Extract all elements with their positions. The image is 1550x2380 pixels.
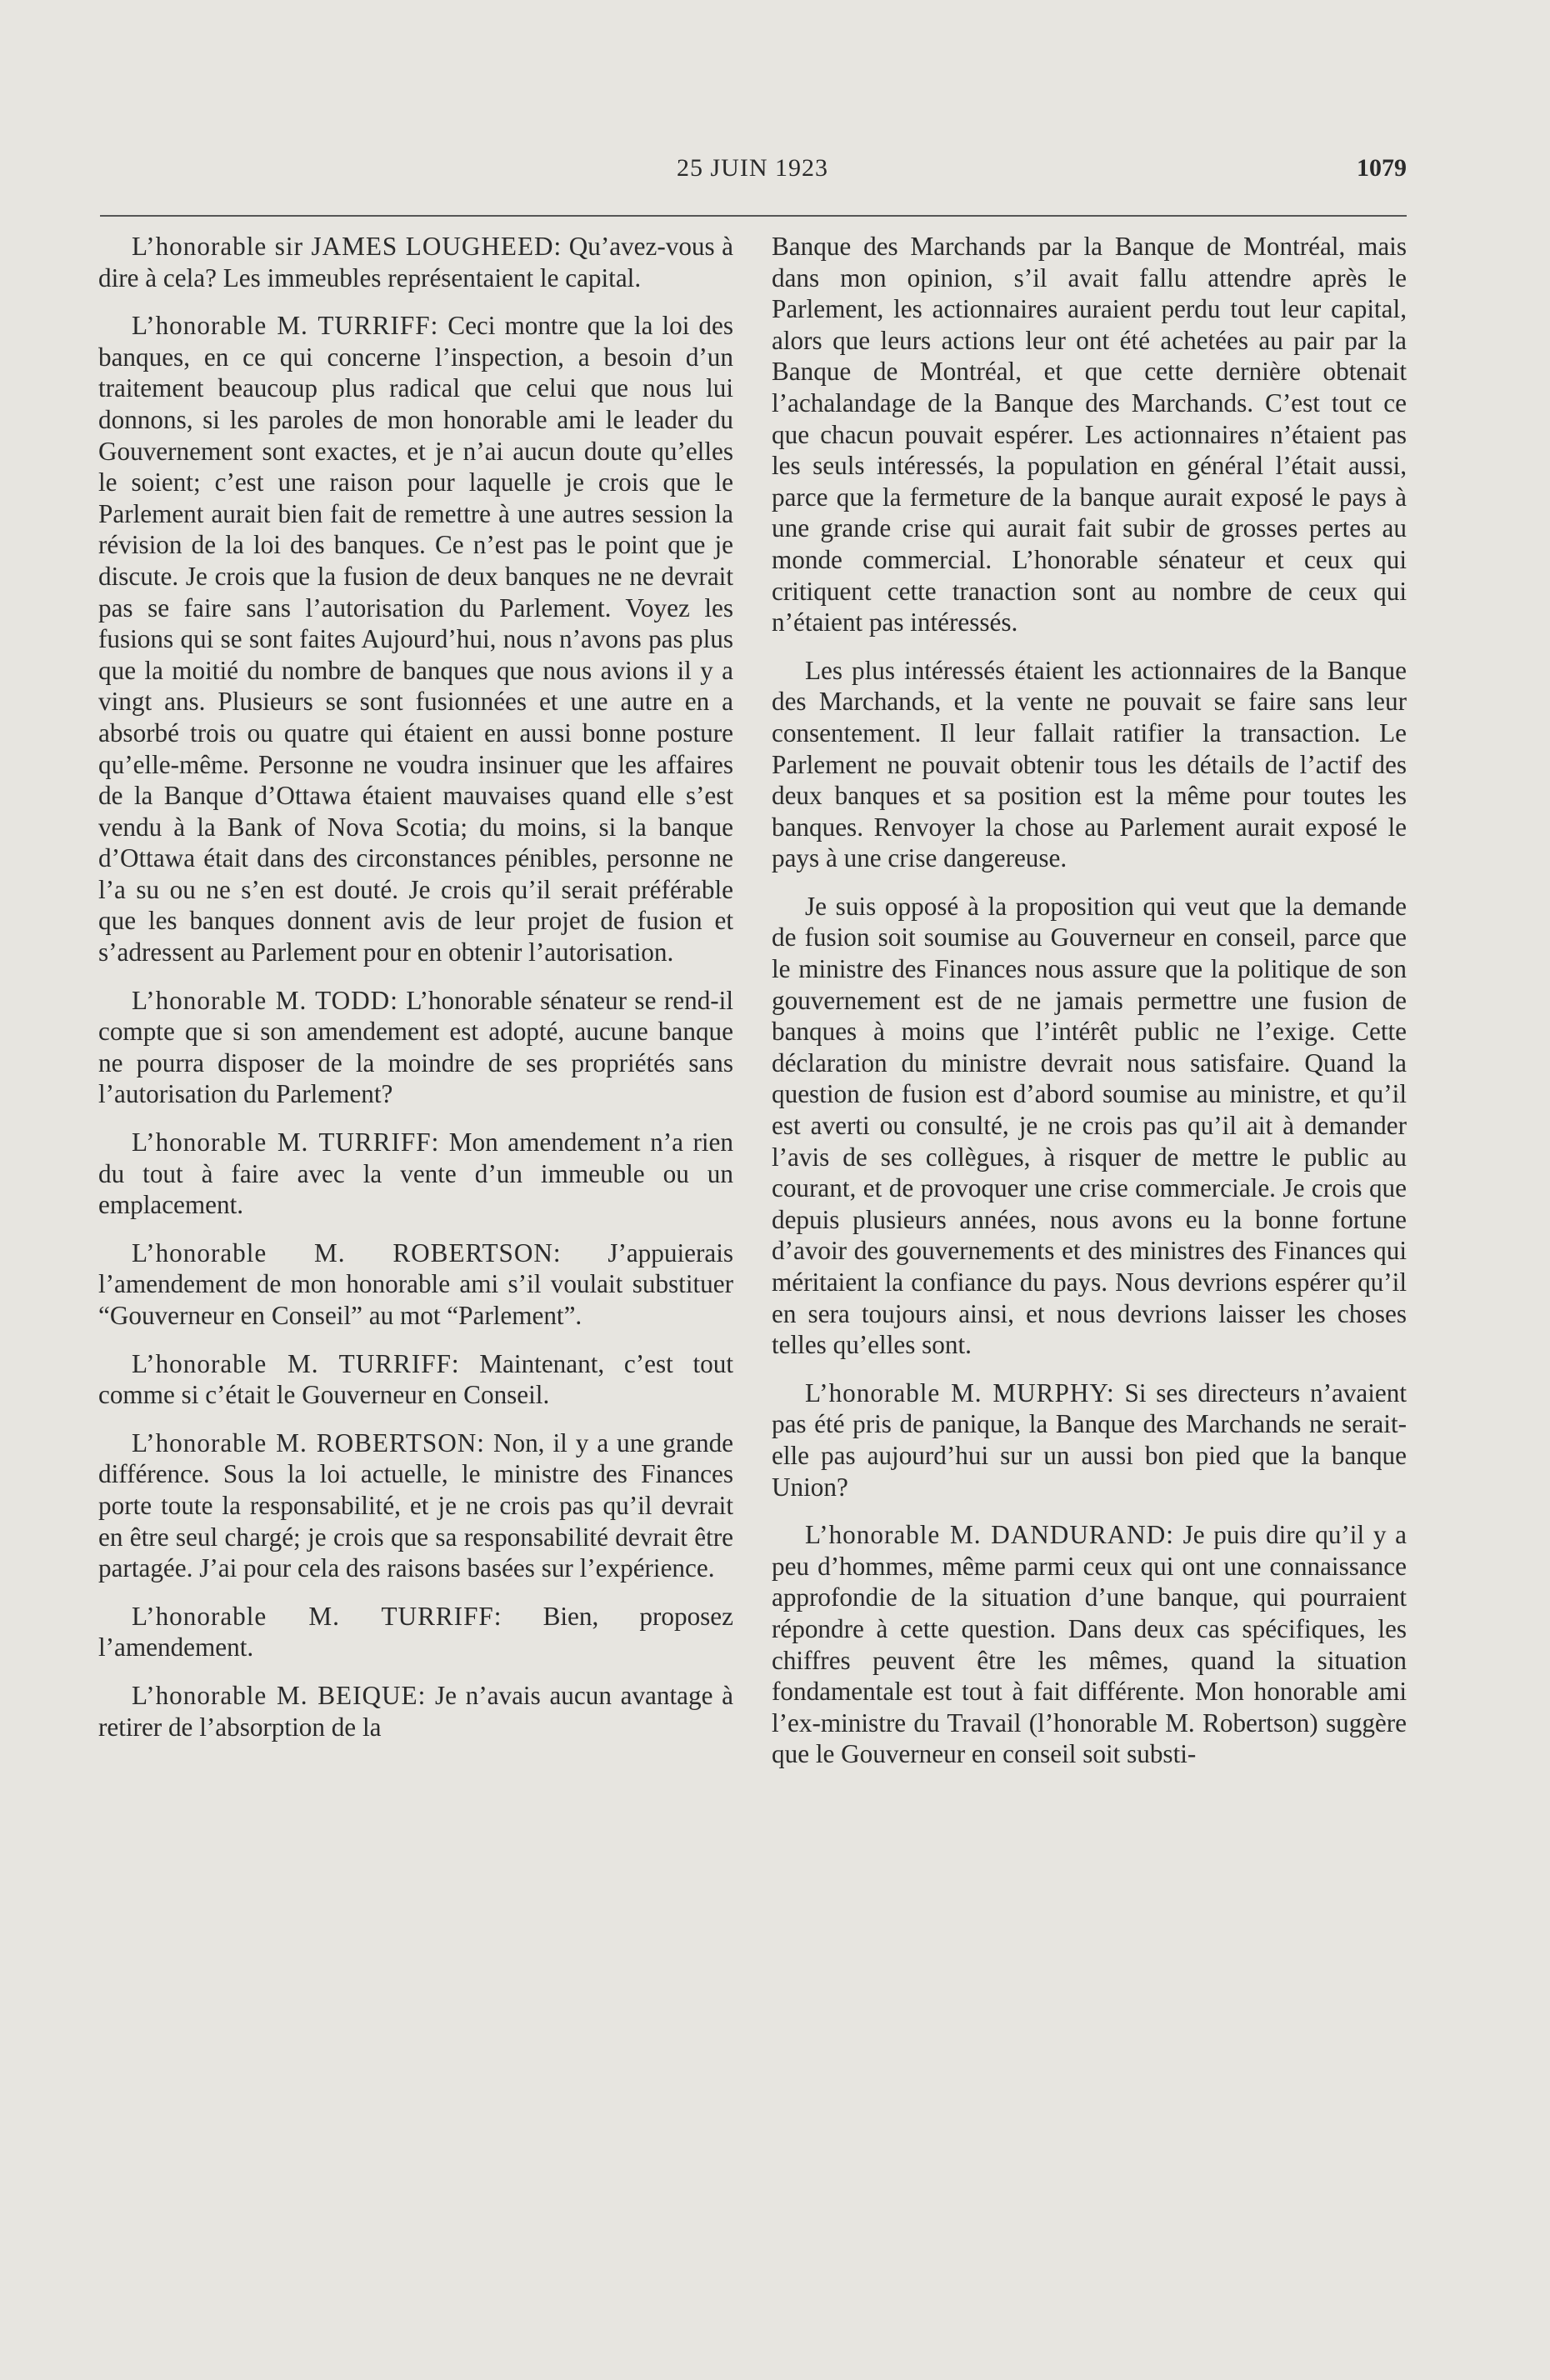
speaker-label: L’honorable M. TURRIFF: xyxy=(132,1128,440,1158)
paragraph-text: Non, il y a une grande différence. Sous la loi actuelle, le ministre des Finances porte toute la responsabilité, et je ne crois pas qu’il devrait en être seul chargé; je crois que sa responsabilité devrait être partagée. J’ai pour cela des raisons basées sur l’expérience. xyxy=(98,1428,734,1583)
header-rule xyxy=(100,215,1407,217)
header-date: 25 JUIN 1923 xyxy=(677,154,828,182)
paragraph-text: Banque des Marchands par la Banque de Montréal, mais dans mon opinion, s’il avait fallu attendre après le Parlement, les actionnaires auraient perdu tout leur capital, alors que leurs actions leur ont été achetées au pair par la Banque de Montréal, et que cette dernière obtenait l’achalandage de la Banque des Marchands. C’est tout ce que chacun pouvait espérer. Les actionnaires n’étaient pas les seuls intéressés, la population en général l’était aussi, parce que la fermeture de la banque aurait exposé le pays à une grande crise qui aurait fait subir de grosses pertes au monde commercial. L’honorable sénateur et ceux qui critiquent cette tranaction sont au nombre de ceux qui n’étaient pas intéressés. xyxy=(772,232,1407,638)
speaker-label: L’honorable M. TURRIFF: xyxy=(132,1601,502,1631)
paragraph xyxy=(98,1601,733,1663)
paragraph-text: Je puis dire qu’il y a peu d’hommes, même parmi ceux qui ont une connaissance approfondie de la situation d’une banque, qui pourraient répondre à cette question. Dans deux cas spécifiques, les chiffres peuvent être les mêmes, quand la situation fondamentale est tout à fait différente. Mon honorable ami l’ex-ministre du Travail (l’honorable M. Robertson) suggère que le Gouverneur en conseil soit substi- xyxy=(772,1520,1407,1769)
speaker-label: L’honorable M. TURRIFF: xyxy=(132,311,439,341)
header-page-number: 1079 xyxy=(1357,154,1407,182)
paragraph xyxy=(98,231,733,293)
paragraph xyxy=(98,985,733,1110)
right-column xyxy=(772,231,1407,1787)
speaker-label: L’honorable M. TURRIFF: xyxy=(132,1348,460,1378)
paragraph-text: Si ses directeurs n’avaient pas été pris de panique, la Banque des Marchands ne serait-elle pas aujourd’hui sur un aussi bon pied que la banque Union? xyxy=(772,1378,1408,1502)
speaker-label: L’honorable M. DANDURAND: xyxy=(805,1520,1174,1550)
paragraph xyxy=(98,1428,733,1584)
page-header xyxy=(98,154,1407,196)
speaker-label: L’honorable M. TODD: xyxy=(132,985,398,1015)
paragraph xyxy=(98,1680,733,1742)
paragraph-text: Ceci montre que la loi des banques, en ce qui concerne l’inspection, a besoin d’un traitement beaucoup plus radical que celui que nous lui donnons, si les paroles de mon honorable ami le leader du Gouvernement sont exactes, et je n’ai aucun doute qu’elles le soient; c’est une raison pour laquelle je crois que le Parlement aurait bien fait de remettre à une autres session la révision de la loi des banques. Ce n’est pas le point que je discute. Je crois que la fusion de deux banques ne ne devrait pas se faire sans l’autorisation du Parlement. Voyez les fusions qui se sont faites Aujourd’hui, nous n’avons pas plus que la moitié du nombre de banques que nous avions il y a vingt ans. Plusieurs se sont fusionnées et une autre en a absorbé trois ou quatre qui étaient en aussi bonne posture qu’elle-même. Personne ne voudra insinuer que les affaires de la Banque d’Ottawa étaient mauvaises quand elle s’est vendu à la Bank of Nova Scotia; du moins, si la banque d’Ottawa était dans des circonstances pénibles, personne ne l’a su ou ne s’en est douté. Je crois qu’il serait préférable que les banques donnent avis de leur projet de fusion et s’adressent au Parlement pour en obtenir l’autorisation. xyxy=(98,311,733,968)
paragraph-text: Qu’avez-vous à dire à cela? Les immeubles représentaient le capital. xyxy=(98,232,733,292)
paragraph-text: Je suis opposé à la proposition qui veut que la demande de fusion soit soumise au Gouverneur en conseil, parce que le ministre des Finances nous assure que la politique de son gouvernement est de ne jamais permettre une fusion de banques à moins que l’intérêt public ne l’exige. Cette déclaration du ministre devrait nous satisfaire. Quand la question de fusion est d’abord soumise au ministre, et qu’il est averti ou consulté, je ne crois pas qu’il ait à demander l’avis de ses collègues, à risquer de mettre le public au courant, et de provoquer une crise commerciale. Je crois que depuis plusieurs années, nous avons eu la bonne fortune d’avoir des gouvernements et des ministres des Finances qui méritaient la confiance du pays. Nous devrions espérer qu’il en sera toujours ainsi, et nous devrions laisser les choses telles qu’elles sont. xyxy=(772,891,1407,1360)
speaker-label: L’honorable M. BEIQUE: xyxy=(132,1680,427,1710)
paragraph-text: J’appuierais l’amendement de mon honorable ami s’il voulait substituer “Gouverneur en Conseil” au mot “Parlement”. xyxy=(98,1238,733,1330)
paragraph-text: Mon amendement n’a rien du tout à faire avec la vente d’un immeuble ou un emplacement. xyxy=(98,1128,733,1220)
paragraph xyxy=(98,1238,733,1332)
paragraph xyxy=(772,655,1407,874)
paragraph-text: Je n’avais aucun avantage à retirer de l’absorption de la xyxy=(98,1680,733,1742)
speaker-label: L’honorable M. MURPHY: xyxy=(805,1378,1115,1408)
paragraph-text: Les plus intéressés étaient les actionnaires de la Banque des Marchands, et la vente ne pouvait se faire sans leur consentement. Il leur fallait ratifier la transaction. Le Parlement ne pouvait obtenir tous les détails de l’actif des deux banques et sa position est la même pour toutes les banques. Renvoyer la chose au Parlement aurait exposé le pays à une crise dangereuse. xyxy=(772,655,1407,873)
paragraph xyxy=(772,891,1407,1361)
paragraph xyxy=(98,1348,733,1411)
paragraph-text: Bien, proposez l’amendement. xyxy=(98,1601,733,1662)
paragraph xyxy=(98,1127,733,1221)
paragraph xyxy=(772,1378,1407,1502)
speaker-label: L’honorable M. ROBERTSON: xyxy=(132,1428,485,1458)
paragraph-text: L’honorable sénateur se rend-il compte que si son amendement est adopté, aucune banque ne pourra disposer de la moindre de ses propriétés sans l’autorisation du Parlement? xyxy=(98,985,734,1109)
left-column xyxy=(98,231,733,1759)
speaker-label: L’honorable sir JAMES LOUGHEED: xyxy=(132,232,562,261)
paragraph xyxy=(772,231,1407,638)
paragraph xyxy=(98,310,733,968)
paragraph-text: Maintenant, c’est tout comme si c’était le Gouverneur en Conseil. xyxy=(98,1348,733,1410)
paragraph xyxy=(772,1519,1407,1770)
speaker-label: L’honorable M. ROBERTSON: xyxy=(132,1238,562,1268)
